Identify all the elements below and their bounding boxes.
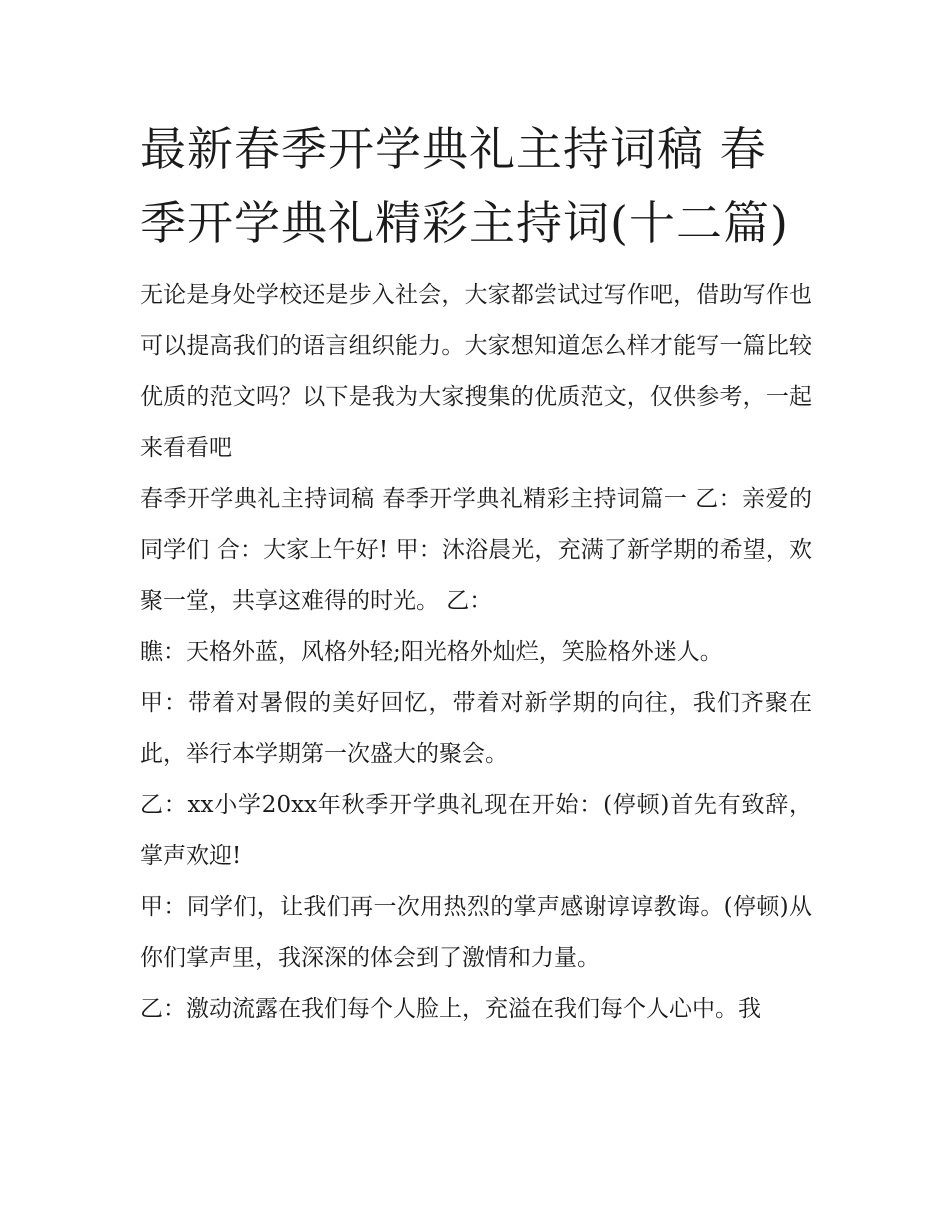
paragraph-look: 瞧：天格外蓝，风格外轻;阳光格外灿烂，笑脸格外迷人。	[140, 639, 723, 665]
document-body	[140, 270, 812, 1035]
paragraph-jia-1: 甲：带着对暑假的美好回忆，带着对新学期的向往，我们齐聚在此，举行本学期第一次盛大的聚会。	[140, 690, 812, 767]
paragraph-yi-1: 乙：xx小学20xx年秋季开学典礼现在开始：(停顿)首先有致辞，掌声欢迎!	[140, 792, 812, 869]
paragraph-intro: 无论是身处学校还是步入社会，大家都尝试过写作吧，借助写作也可以提高我们的语言组织能力。大家想知道怎么样才能写一篇比较优质的范文吗？以下是我为大家搜集的优质范文，仅供参考，一起来看看吧	[140, 282, 812, 461]
paragraph-opening-dialogue: 春季开学典礼主持词稿 春季开学典礼精彩主持词篇一 乙：亲爱的同学们 合：大家上午好! 甲：沐浴晨光，充满了新学期的希望，欢聚一堂，共享这难得的时光。 乙：	[140, 486, 812, 614]
document-title: 最新春季开学典礼主持词稿 春季开学典礼精彩主持词(十二篇)	[140, 122, 789, 250]
paragraph-jia-2: 甲：同学们，让我们再一次用热烈的掌声感谢谆谆教诲。(停顿)从你们掌声里，我深深的体会到了激情和力量。	[140, 894, 812, 971]
paragraph-yi-2: 乙：激动流露在我们每个人脸上，充溢在我们每个人心中。我	[140, 996, 761, 1022]
document-page	[140, 112, 812, 1035]
